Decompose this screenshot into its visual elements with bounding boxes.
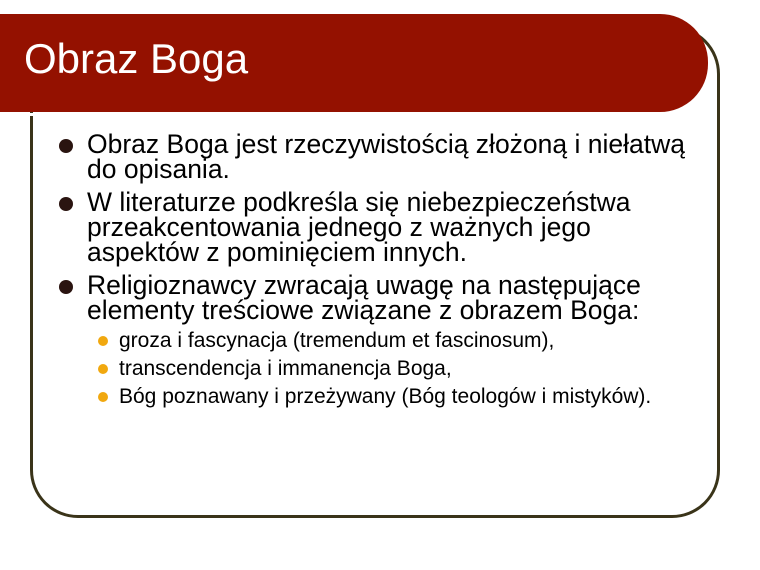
slide-content bbox=[56, 129, 706, 415]
title-underline bbox=[0, 113, 672, 116]
sub-bullet-text: Bóg poznawany i przeżywany (Bóg teologów i mistyków). bbox=[119, 385, 652, 408]
slide-title: Obraz Boga bbox=[24, 35, 249, 82]
bullet-list bbox=[56, 129, 706, 408]
list-item bbox=[56, 270, 706, 408]
sub-list-item bbox=[86, 331, 706, 351]
sub-bullet-dot-icon bbox=[98, 336, 108, 346]
sub-list-item bbox=[86, 387, 706, 407]
sub-bullet-dot-icon bbox=[98, 364, 108, 374]
bullet-text: Obraz Boga jest rzeczywistością złożoną i niełatwą do opisania. bbox=[87, 129, 685, 184]
sub-list-item bbox=[86, 359, 706, 379]
sub-bullet-dot-icon bbox=[98, 392, 108, 402]
sub-bullet-list bbox=[86, 331, 706, 407]
bullet-dot-icon bbox=[59, 280, 73, 294]
bullet-text: Religioznawcy zwracają uwagę na następujące elementy treściowe związane z obrazem Boga: bbox=[87, 270, 641, 325]
bullet-dot-icon bbox=[59, 139, 73, 153]
bullet-text: W literaturze podkreśla się niebezpieczeństwa przeakcentowania jednego z ważnych jego aspektów z pominięciem innych. bbox=[87, 187, 631, 267]
sub-bullet-text: groza i fascynacja (tremendum et fascinosum), bbox=[119, 329, 555, 352]
sub-bullet-text: transcendencja i immanencja Boga, bbox=[119, 357, 452, 380]
bullet-dot-icon bbox=[59, 197, 73, 211]
list-item bbox=[56, 187, 706, 267]
list-item bbox=[56, 129, 706, 184]
